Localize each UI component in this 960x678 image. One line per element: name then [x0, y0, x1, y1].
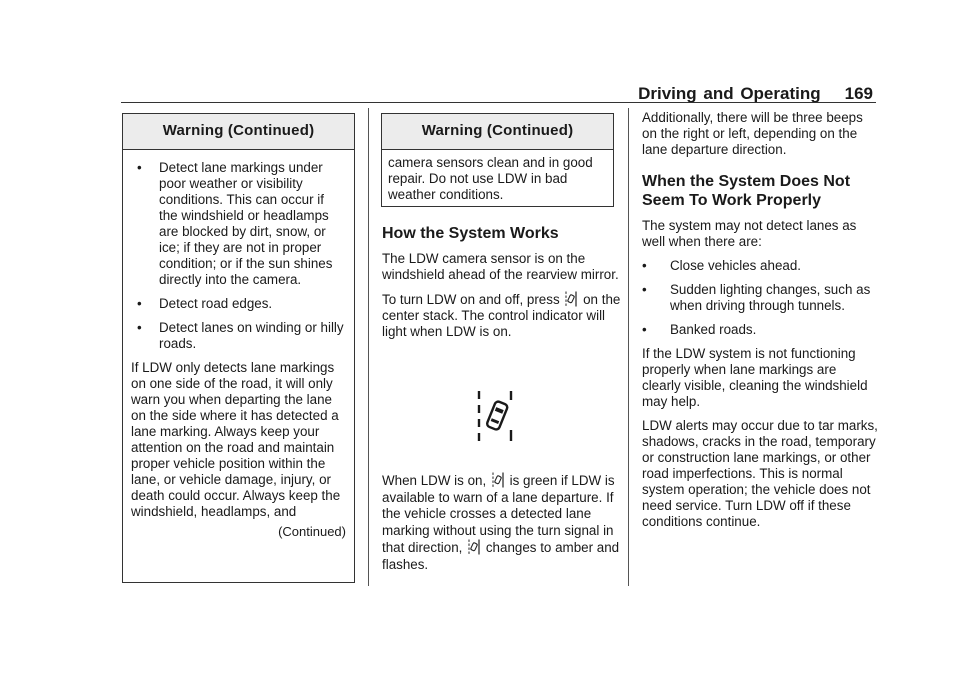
page-number: 169	[844, 84, 873, 103]
bullet-mark: •	[137, 160, 142, 175]
lane-departure-warning-icon	[468, 539, 480, 555]
bullet-mark: •	[137, 296, 142, 311]
paragraph: The system may not detect lanes as well when there are:	[642, 218, 857, 249]
lane-departure-warning-icon	[565, 291, 577, 307]
bullet-mark: •	[642, 322, 647, 337]
bullet-text: Sudden lighting changes, such as when driving through tunnels.	[670, 282, 871, 313]
bullet-item	[131, 160, 346, 288]
bullet-mark: •	[642, 258, 647, 273]
paragraph: LDW alerts may occur due to tar marks, shadows, cracks in the road, temporary or construction lane markings, or other road imperfections. This is normal system operation; the vehicle does not need service. Turn LDW off if these conditions continue.	[642, 418, 878, 529]
bullet-item	[131, 296, 346, 312]
bullet-text: Detect lane markings under poor weather or visibility conditions. This can occur if the windshield or headlamps are blocked by dirt, snow, or ice; if they are not in proper condition; or if the sun shines directly into the camera.	[159, 160, 333, 287]
bullet-mark: •	[642, 282, 647, 297]
text-run: When LDW is on,	[382, 473, 487, 488]
text-run: is green if LDW is available to warn of a lane departure. If the vehicle crosses a detected lane marking without using the turn signal in that direction,	[382, 473, 615, 555]
bullet-text: Detect lanes on winding or hilly roads.	[159, 320, 344, 351]
column-2-body-lower	[382, 472, 624, 573]
warning-paragraph: If LDW only detects lane markings on one side of the road, it will only warn you when departing the lane on the side where it has detected a lane marking. Always keep your attention on the road and maintain proper vehicle position within the lane, or vehicle damage, injury, or death could occur. Always keep the windshield, headlamps, and	[131, 360, 341, 519]
column-3-body	[642, 110, 878, 538]
column-divider-2	[628, 108, 629, 586]
warning-text: camera sensors clean and in good repair. Do not use LDW in bad weather conditions.	[388, 155, 593, 202]
warning-heading: Warning (Continued)	[382, 114, 613, 150]
section-heading-how-it-works: How the System Works	[382, 225, 559, 242]
column-2-body	[382, 224, 622, 348]
section-heading-not-working: When the System Does Not Seem To Work Properly	[642, 173, 851, 209]
bullet-item	[642, 322, 878, 338]
warning-box-continued	[122, 113, 355, 583]
bullet-item	[131, 320, 346, 352]
header-rule	[121, 102, 876, 103]
bullet-text: Close vehicles ahead.	[670, 258, 802, 273]
warning-body	[123, 150, 354, 540]
page-header	[620, 84, 873, 104]
bullet-mark: •	[137, 320, 142, 335]
text-run: on the center stack. The control indicator will light when LDW is on.	[382, 292, 621, 339]
text-run: changes to amber and flashes.	[382, 540, 620, 572]
bullet-item	[642, 258, 878, 274]
section-title: Driving and Operating	[638, 84, 821, 103]
continued-label: (Continued)	[278, 524, 346, 539]
lane-departure-warning-icon	[472, 388, 520, 442]
text-run: To turn LDW on and off, press	[382, 292, 560, 307]
paragraph: Additionally, there will be three beeps on the right or left, depending on the lane departure direction.	[642, 110, 863, 157]
bullet-item	[642, 282, 878, 314]
bullet-text: Banked roads.	[670, 322, 757, 337]
lane-departure-warning-icon	[492, 472, 504, 488]
column-divider-1	[368, 108, 369, 586]
warning-box-continued-2	[381, 113, 614, 207]
warning-heading: Warning (Continued)	[123, 114, 354, 150]
paragraph	[382, 291, 622, 340]
paragraph: If the LDW system is not functioning properly when lane markings are clearly visible, cleaning the windshield may help.	[642, 346, 868, 409]
paragraph: The LDW camera sensor is on the windshield ahead of the rearview mirror.	[382, 251, 619, 282]
bullet-text: Detect road edges.	[159, 296, 273, 311]
